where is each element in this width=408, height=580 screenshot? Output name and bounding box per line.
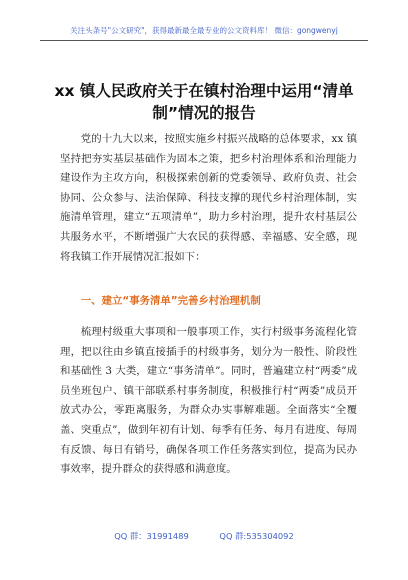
header-divider <box>40 40 368 41</box>
section-heading: 一、建立“事务清单”完善乡村治理机制 <box>80 295 261 307</box>
footer-qq-group-2: QQ 群:535304092 <box>219 531 294 541</box>
footer <box>0 530 408 542</box>
header-note: 关注头条号"公文研究"，获得最新最全最专业的公文资料库！ 微信：gongwenyj <box>70 26 338 35</box>
body-paragraph-section-1: 梳理村级重大事项和一般事项工作，实行村级事务流程化管理，把以往由乡镇直接插手的村级事务，划分为一般性、阶段性和基础性 3 大类，建立“事务清单”。同时，普遍建立村“两委”成员坐班包户、镇干部联系村事务制度，积极推行村“两委”成员开放式办公，零距离服务，为群众办实事解难题。全面落实“全覆盖、突重点”，做到年初有计划、每季有任务、每月有进度、每周有反馈、每日有销号，确保各项工作任务落实到位，提高为民办事效率，提升群众的获得感和满意度。 <box>60 326 357 476</box>
document-title: xx 镇人民政府关于在镇村治理中运用“清单制”情况的报告 <box>54 82 354 122</box>
body-paragraph-intro: 党的十九大以来，按照实施乡村振兴战略的总体要求，xx 镇坚持把夯实基层基础作为固本之策，把乡村治理体系和治理能力建设作为主攻方向，积极探索创新的党委领导、政府负责、社会协同、公众参与、法治保障、科技支撑的现代乡村治理体制，实施清单管理，建立“五项清单”，助力乡村治理，提升农村基层公共服务水平，不断增强广大农民的获得感、幸福感、安全感，现将我镇工作开展情况汇报如下： <box>60 133 357 263</box>
footer-qq-group-1: QQ 群：31991489 <box>114 531 189 541</box>
